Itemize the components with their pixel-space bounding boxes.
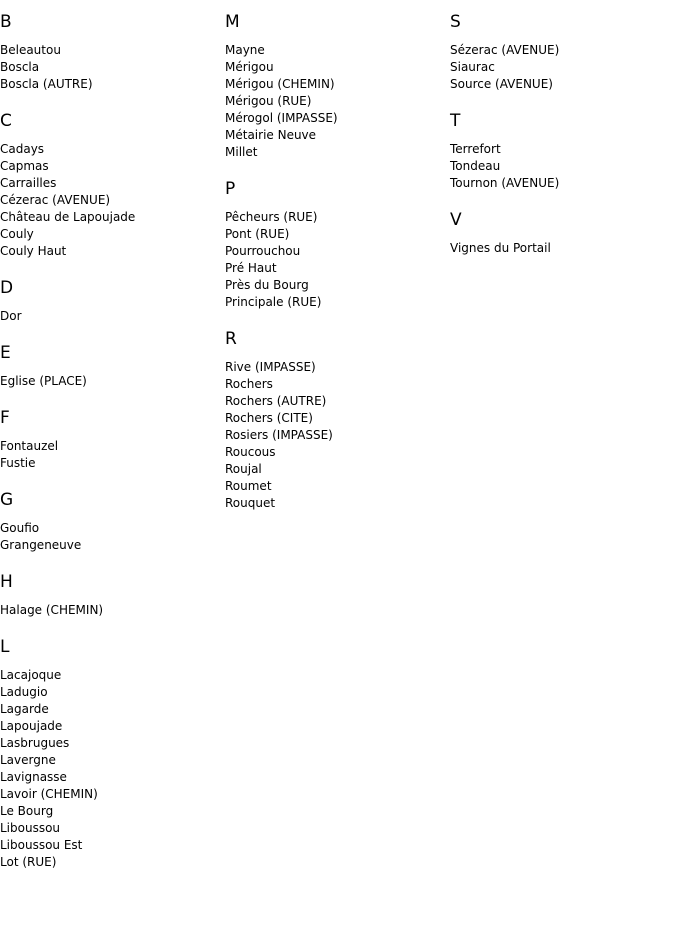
street-item[interactable]: Mayne — [225, 43, 265, 57]
street-item[interactable]: Ladugio — [0, 685, 48, 699]
street-item[interactable]: Roucous — [225, 445, 276, 459]
street-item[interactable]: Terrefort — [450, 142, 501, 156]
street-item[interactable]: Grangeneuve — [0, 538, 82, 552]
letter-group-e — [0, 343, 225, 390]
column-2 — [225, 0, 450, 512]
street-item[interactable]: Pêcheurs (RUE) — [225, 210, 318, 224]
street-item[interactable]: Rochers (AUTRE) — [225, 394, 327, 408]
street-list — [450, 141, 675, 192]
letter-heading: B — [0, 12, 12, 32]
street-item[interactable]: Cézerac (AVENUE) — [0, 193, 111, 207]
street-item[interactable]: Boscla — [0, 60, 40, 74]
letter-heading: R — [225, 329, 237, 349]
street-item[interactable]: Couly — [0, 227, 34, 241]
street-item[interactable]: Capmas — [0, 159, 49, 173]
street-list — [0, 602, 225, 619]
street-item[interactable]: Près du Bourg — [225, 278, 309, 292]
letter-group-b — [0, 12, 225, 93]
letter-group-c — [0, 111, 225, 260]
column-1 — [0, 0, 225, 871]
letter-heading: E — [0, 343, 11, 363]
street-item[interactable]: Rochers — [225, 377, 273, 391]
street-item[interactable]: Lapoujade — [0, 719, 63, 733]
street-item[interactable]: Rosiers (IMPASSE) — [225, 428, 333, 442]
street-list — [225, 359, 450, 512]
street-list — [0, 308, 225, 325]
street-item[interactable]: Rouquet — [225, 496, 276, 510]
street-item[interactable]: Tournon (AVENUE) — [450, 176, 560, 190]
street-item[interactable]: Source (AVENUE) — [450, 77, 553, 91]
letter-group-f — [0, 408, 225, 472]
letter-heading: C — [0, 111, 12, 131]
street-item[interactable]: Pourrouchou — [225, 244, 301, 258]
letter-group-l — [0, 637, 225, 871]
letter-group-p — [225, 179, 450, 311]
street-item[interactable]: Vignes du Portail — [450, 241, 551, 255]
street-item[interactable]: Eglise (PLACE) — [0, 374, 87, 388]
letter-heading: S — [450, 12, 461, 32]
street-item[interactable]: Beleautou — [0, 43, 61, 57]
letter-group-s — [450, 12, 675, 93]
street-item[interactable]: Rochers (CITE) — [225, 411, 313, 425]
street-list — [0, 520, 225, 554]
street-item[interactable]: Tondeau — [450, 159, 501, 173]
column-3 — [450, 0, 675, 257]
street-item[interactable]: Pré Haut — [225, 261, 277, 275]
street-list — [0, 438, 225, 472]
letter-heading: V — [450, 210, 462, 230]
street-item[interactable]: Lot (RUE) — [0, 855, 57, 869]
letter-heading: D — [0, 278, 14, 298]
street-item[interactable]: Mérigou (RUE) — [225, 94, 312, 108]
street-list — [0, 141, 225, 260]
street-item[interactable]: Lacajoque — [0, 668, 62, 682]
street-item[interactable]: Lavoir (CHEMIN) — [0, 787, 98, 801]
street-item[interactable]: Le Bourg — [0, 804, 54, 818]
street-item[interactable]: Roujal — [225, 462, 262, 476]
letter-heading: H — [0, 572, 13, 592]
letter-group-d — [0, 278, 225, 325]
street-list — [0, 42, 225, 93]
street-list — [0, 373, 225, 390]
letter-heading: L — [0, 637, 10, 657]
street-item[interactable]: Liboussou Est — [0, 838, 83, 852]
letter-heading: M — [225, 12, 240, 32]
street-item[interactable]: Rive (IMPASSE) — [225, 360, 316, 374]
letter-heading: F — [0, 408, 10, 428]
letter-heading: P — [225, 179, 236, 199]
street-item[interactable]: Mérigou (CHEMIN) — [225, 77, 335, 91]
street-item[interactable]: Mérigou — [225, 60, 274, 74]
street-list — [225, 42, 450, 161]
street-item[interactable]: Pont (RUE) — [225, 227, 290, 241]
letter-heading: G — [0, 490, 14, 510]
street-item[interactable]: Dor — [0, 309, 22, 323]
street-item[interactable]: Métairie Neuve — [225, 128, 317, 142]
street-item[interactable]: Boscla (AUTRE) — [0, 77, 93, 91]
street-item[interactable]: Goufio — [0, 521, 40, 535]
street-item[interactable]: Siaurac — [450, 60, 495, 74]
street-item[interactable]: Liboussou — [0, 821, 61, 835]
street-item[interactable]: Mérogol (IMPASSE) — [225, 111, 338, 125]
letter-group-v — [450, 210, 675, 257]
street-item[interactable]: Château de Lapoujade — [0, 210, 136, 224]
street-item[interactable]: Lagarde — [0, 702, 49, 716]
street-item[interactable]: Halage (CHEMIN) — [0, 603, 104, 617]
street-item[interactable]: Sézerac (AVENUE) — [450, 43, 560, 57]
letter-group-g — [0, 490, 225, 554]
street-item[interactable]: Roumet — [225, 479, 272, 493]
street-item[interactable]: Principale (RUE) — [225, 295, 322, 309]
street-item[interactable]: Carrailles — [0, 176, 57, 190]
street-item[interactable]: Millet — [225, 145, 258, 159]
letter-group-m — [225, 12, 450, 161]
letter-group-t — [450, 111, 675, 192]
street-list — [450, 240, 675, 257]
street-item[interactable]: Fustie — [0, 456, 36, 470]
street-item[interactable]: Couly Haut — [0, 244, 67, 258]
letter-group-h — [0, 572, 225, 619]
street-item[interactable]: Lavergne — [0, 753, 56, 767]
street-item[interactable]: Lavignasse — [0, 770, 67, 784]
street-item[interactable]: Lasbrugues — [0, 736, 70, 750]
street-list — [0, 667, 225, 871]
street-list — [225, 209, 450, 311]
letter-heading: T — [450, 111, 461, 131]
street-item[interactable]: Fontauzel — [0, 439, 59, 453]
letter-group-r — [225, 329, 450, 512]
street-list — [450, 42, 675, 93]
street-item[interactable]: Cadays — [0, 142, 45, 156]
